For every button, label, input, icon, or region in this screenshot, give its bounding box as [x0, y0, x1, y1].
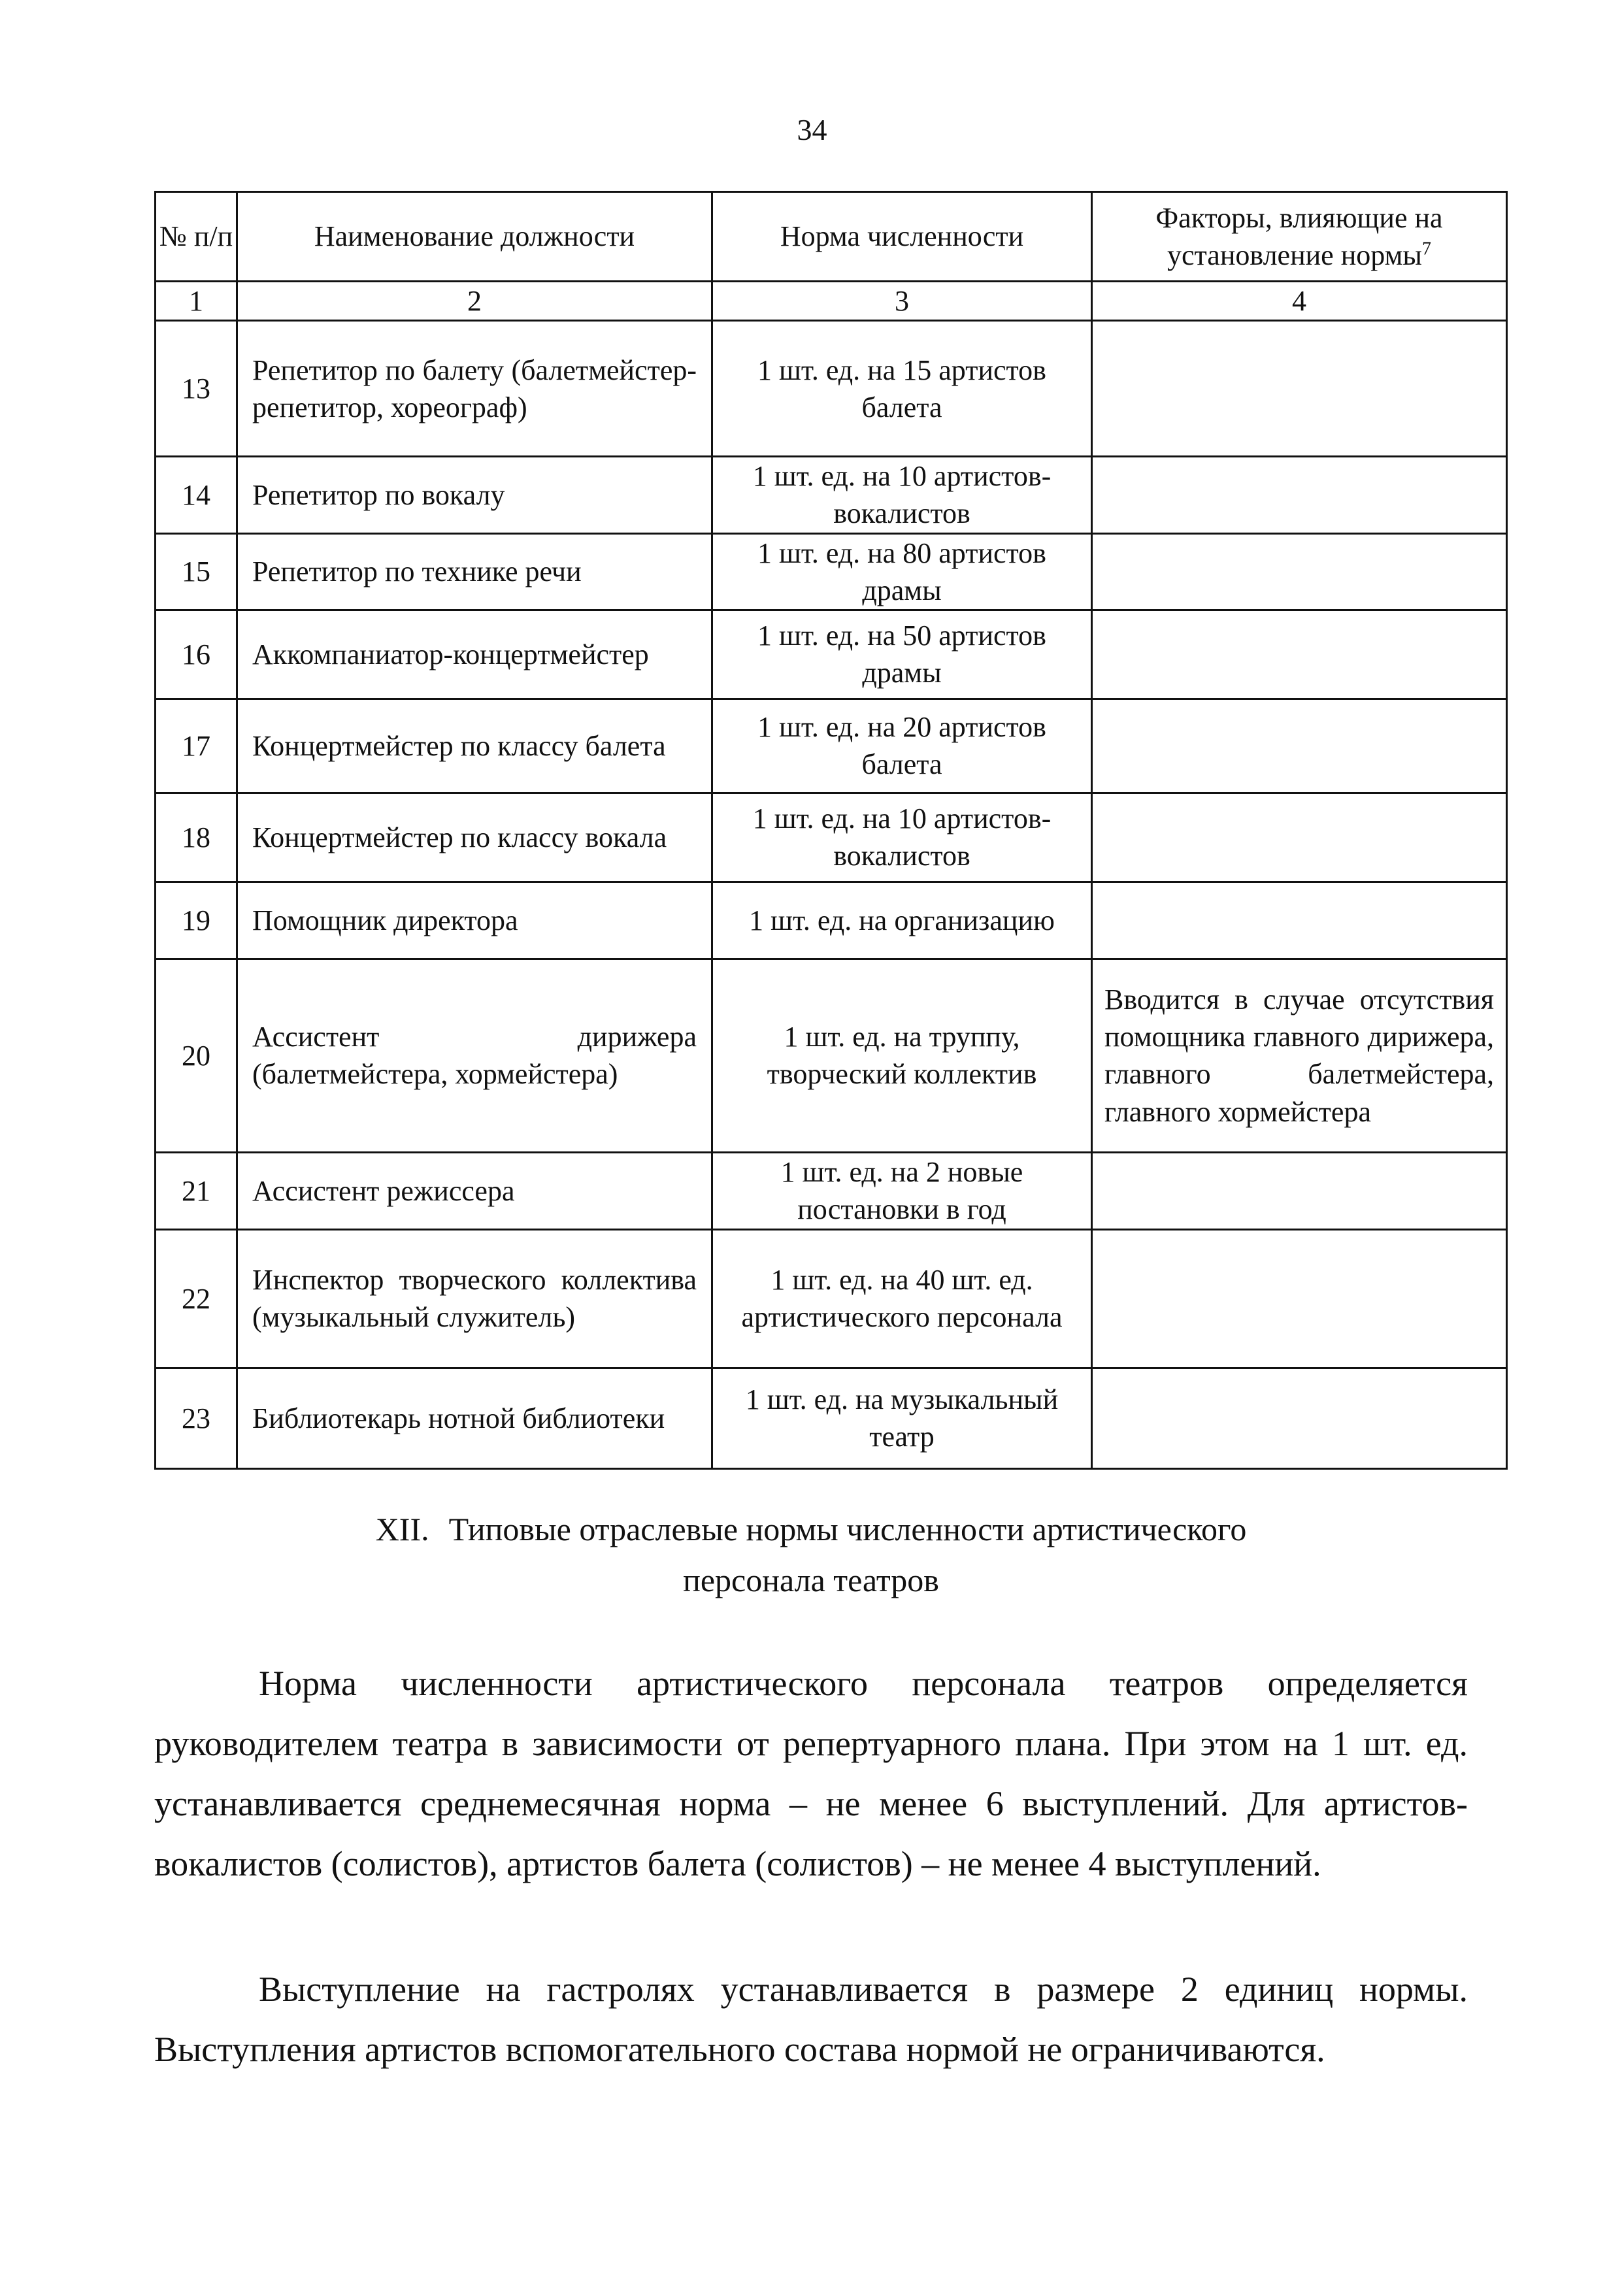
column-number: 4 — [1092, 282, 1507, 321]
position-name: Концертмейстер по классу вокала — [237, 793, 712, 882]
table-row — [156, 1229, 1507, 1368]
row-number: 19 — [156, 882, 237, 959]
column-number: 1 — [156, 282, 237, 321]
influencing-factors — [1092, 1152, 1507, 1229]
position-name: Репетитор по технике речи — [237, 533, 712, 610]
header-norm: Норма численности — [712, 192, 1092, 282]
row-number: 21 — [156, 1152, 237, 1229]
staffing-norm: 1 шт. ед. на 40 шт. ед. артистического персонала — [712, 1229, 1092, 1368]
page-number: 34 — [797, 113, 827, 146]
table-header-row — [156, 192, 1507, 282]
position-name: Аккомпаниатор-концертмейстер — [237, 610, 712, 699]
staffing-norm: 1 шт. ед. на 2 новые постановки в год — [712, 1152, 1092, 1229]
row-number: 14 — [156, 457, 237, 533]
table-row — [156, 610, 1507, 699]
influencing-factors — [1092, 882, 1507, 959]
table-row — [156, 882, 1507, 959]
staffing-norm: 1 шт. ед. на 15 артистов балета — [712, 321, 1092, 457]
influencing-factors — [1092, 1229, 1507, 1368]
influencing-factors — [1092, 793, 1507, 882]
body-paragraph: Выступление на гастролях устанавливается в размере 2 единиц нормы. Выступления артистов вспомогательного состава нормой не ограничиваются. — [154, 1970, 1468, 2069]
position-name: Концертмейстер по классу балета — [237, 699, 712, 793]
influencing-factors — [1092, 533, 1507, 610]
section-title-line2: персонала театров — [683, 1561, 939, 1598]
section-heading-line1 — [154, 1504, 1468, 1555]
section-title-line1: Типовые отраслевые нормы численности артистического — [448, 1511, 1247, 1547]
staffing-norm: 1 шт. ед. на 10 артистов-вокалистов — [712, 457, 1092, 533]
column-number: 3 — [712, 282, 1092, 321]
table-row — [156, 1368, 1507, 1468]
staffing-norm: 1 шт. ед. на организацию — [712, 882, 1092, 959]
table-row — [156, 1152, 1507, 1229]
section-heading — [154, 1504, 1468, 1606]
staffing-norm: 1 шт. ед. на 10 артистов-вокалистов — [712, 793, 1092, 882]
header-factors — [1092, 192, 1507, 282]
table-row — [156, 321, 1507, 457]
position-name: Репетитор по балету (балетмейстер-репетитор, хореограф) — [237, 321, 712, 457]
staffing-norm: 1 шт. ед. на 20 артистов балета — [712, 699, 1092, 793]
position-name: Репетитор по вокалу — [237, 457, 712, 533]
influencing-factors — [1092, 321, 1507, 457]
row-number: 22 — [156, 1229, 237, 1368]
staffing-norm: 1 шт. ед. на музыкальный театр — [712, 1368, 1092, 1468]
influencing-factors: Вводится в случае отсутствия помощника главного дирижера, главного балетмейстера, главного хормейстера — [1092, 959, 1507, 1152]
row-number: 18 — [156, 793, 237, 882]
position-name: Библиотекарь нотной библиотеки — [237, 1368, 712, 1468]
column-number-row — [156, 282, 1507, 321]
row-number: 17 — [156, 699, 237, 793]
position-name: Инспектор творческого коллектива (музыкальный служитель) — [237, 1229, 712, 1368]
footnote-marker: 7 — [1421, 239, 1431, 259]
position-name: Ассистент дирижера (балетмейстера, хормейстера) — [237, 959, 712, 1152]
header-name: Наименование должности — [237, 192, 712, 282]
header-num: № п/п — [156, 192, 237, 282]
influencing-factors — [1092, 699, 1507, 793]
section-number: XII. — [375, 1511, 429, 1547]
table-row — [156, 533, 1507, 610]
staffing-norm: 1 шт. ед. на 50 артистов драмы — [712, 610, 1092, 699]
influencing-factors — [1092, 1368, 1507, 1468]
table-row — [156, 793, 1507, 882]
staffing-norms-table — [154, 191, 1508, 1470]
influencing-factors — [1092, 457, 1507, 533]
influencing-factors — [1092, 610, 1507, 699]
staffing-norm: 1 шт. ед. на 80 артистов драмы — [712, 533, 1092, 610]
row-number: 15 — [156, 533, 237, 610]
row-number: 13 — [156, 321, 237, 457]
position-name: Помощник директора — [237, 882, 712, 959]
body-paragraph: Норма численности артистического персонала театров определяется руководителем театра в зависимости от репертуарного плана. При этом на 1 шт. ед. устанавливается среднемесячная норма – не менее 6 выступлений. Для артистов-вокалистов (солистов), артистов балета (солистов) – не менее 4 выступлений. — [154, 1664, 1468, 1883]
position-name: Ассистент режиссера — [237, 1152, 712, 1229]
table-row — [156, 457, 1507, 533]
column-number: 2 — [237, 282, 712, 321]
table-row — [156, 959, 1507, 1152]
table-body — [156, 321, 1507, 1469]
row-number: 16 — [156, 610, 237, 699]
row-number: 20 — [156, 959, 237, 1152]
header-factors-text: Факторы, влияющие на установление нормы — [1155, 201, 1443, 271]
staffing-norm: 1 шт. ед. на труппу, творческий коллектив — [712, 959, 1092, 1152]
row-number: 23 — [156, 1368, 237, 1468]
table-row — [156, 699, 1507, 793]
